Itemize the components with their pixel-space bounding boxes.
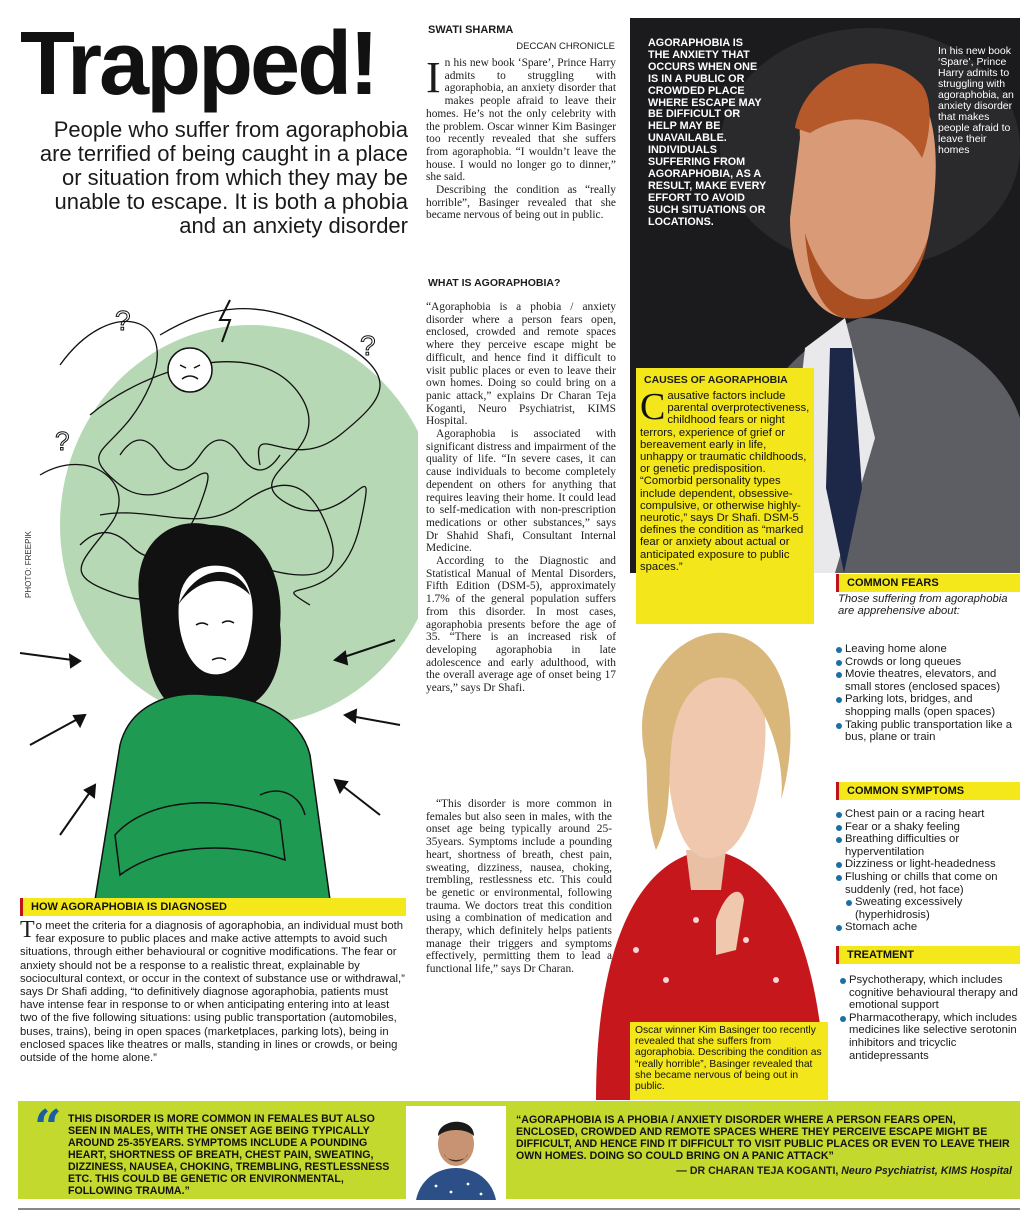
list-item: Leaving home alone [836,643,1020,656]
intro-paragraph-2: Describing the condition as “really horrible”, Basinger revealed that she became nervous of being out in public. [426,184,616,222]
kim-caption: Oscar winner Kim Basinger too recently revealed that she suffers from agoraphobia. Describing the condition as “really horrible”, Basinger revealed that she became nervous of being out in public. [630,1022,828,1100]
photo-credit: PHOTO: FREEPIK [24,531,33,598]
question-mark-icon: ? [115,305,131,336]
treatment-list [840,974,1020,1062]
diagnosed-heading: HOW AGORAPHOBIA IS DIAGNOSED [20,898,406,916]
banner-attribution: — DR CHARAN TEJA KOGANTI, Neuro Psychiatrist, KIMS Hospital [676,1165,1012,1177]
what-is-heading: WHAT IS AGORAPHOBIA? [428,277,561,289]
doctor-portrait [406,1106,506,1200]
dark-pull-quote: AGORAPHOBIA IS THE ANXIETY THAT OCCURS WHEN ONE IS IN A PUBLIC OR CROWDED PLACE WHERE ESCAPE MAY BE DIFFICULT OR HELP MAY BE UNAVAILABLE. INDIVIDUALS SUFFERING FROM AGORAPHOBIA, AS A RESULT, MAKE EVERY EFFORT TO AVOID SUCH SITUATIONS OR LOCATIONS. [648,37,766,228]
svg-text:?: ? [360,330,376,361]
angry-face-icon [168,348,212,392]
list-item: Crowds or long queues [836,656,1020,669]
quote-mark-icon: “ [34,1100,62,1156]
svg-text:?: ? [55,426,70,456]
anxious-woman-illustration [0,275,418,900]
list-item: Taking public transportation like a bus, plane or train [836,719,1020,744]
what-is-p1: “Agoraphobia is a phobia / anxiety disorder where a person fears open, enclosed, crowded and remote spaces where they perceive escape might be difficult, and hence find it difficult to visit public places or even to leave their own homes. Doing so could bring on a panic attack,” explains Dr Charan Teja Koganti, Neuro Psychiatrist, KIMS Hospital. [426,301,616,428]
symptoms-list [836,808,1020,934]
byline-author: SWATI SHARMA [428,24,514,36]
list-item: Dizziness or light-headedness [836,858,1020,871]
intro-paragraph: In his new book ‘Spare’, Prince Harry admits to struggling with agoraphobia, an anxiety disorder that makes people afraid to leave their homes. He’s not the only celebrity with the problem. Oscar winner Kim Basinger too recently revealed that she suffers from agoraphobia. “I wouldn’t leave the house. I would no longer go to dinner,” she said. Describing the condition as “really horrible”, Basinger revealed that she became nervous of being out in public. [426,53,616,222]
harry-caption: In his new book ‘Spare’, Prince Harry admits to struggling with agoraphobia, an anxiety disorder that makes people afraid to leave their homes [938,45,1014,156]
causes-dropcap: C [640,386,666,428]
list-item: Pharmacotherapy, which includes medicines like selective serotonin inhibitors and tricyclic antidepressants [840,1012,1020,1062]
diagnosed-dropcap: T [20,917,35,943]
bottom-rule [18,1208,1020,1210]
list-item: Movie theatres, elevators, and small stores (enclosed spaces) [836,668,1020,693]
list-item: Fear or a shaky feeling [836,821,1020,834]
fears-heading: COMMON FEARS [836,574,1020,592]
list-item: Flushing or chills that come on suddenly (red, hot face) [836,871,1020,896]
banner-left-quote: THIS DISORDER IS MORE COMMON IN FEMALES BUT ALSO SEEN IN MALES, WITH THE ONSET AGE BEING TYPICALLY AROUND 25-35YEARS. SYMPTOMS INCLUDE A POUNDING HEART, SHORTNESS OF BREATH, CHEST PAIN, SWEATING, DIZZINESS, NAUSEA, CHOKING, TREMBLING, RESTLESSNESS ETC. THIS COULD BE GENETIC OR ENVIRONMENTAL, FOLLOWING TRAUMA.” [68,1113,390,1197]
subhead: People who suffer from agoraphobia are terrified of being caught in a place or situation from which they may be unable to escape. It is both a phobia and an anxiety disorder [39,117,408,238]
list-item: Stomach ache [836,921,1020,934]
what-is-p2: Agoraphobia is associated with significant distress and impairment of the quality of life. “In severe cases, it can cause individuals to become completely dependent on others for anything that requires leaving their home. It could lead to self-medication with non-prescription medications or other substances,” says Dr Shahid Shafi, Consultant Internal Medicine. [426,428,616,555]
treatment-heading: TREATMENT [836,946,1020,964]
headline: Trapped! [20,14,377,114]
what-is-p4: “This disorder is more common in females but also seen in males, with the onset age being typically around 25-35years. Symptoms include a pounding heart, shortness of breath, chest pain, sweating, dizziness, nausea, choking, trembling, restlessness etc. This could be genetic or environmental, following trauma. We doctors treat this condition using a combination of medication and therapy, which definitely helps patients manage their triggers and symptoms effectively, permitting them to lead a functional life,” says Dr Charan. [426,798,612,976]
list-item: Parking lots, bridges, and shopping malls (open spaces) [836,693,1020,718]
causes-text: Causative factors include parental overprotectiveness, childhood fears or night terrors, experience of grief or bereavement early in life, unhappy or traumatic childhoods, or genetic predisposition. “Comorbid personality types include dependent, obsessive-compulsive, or otherwise highly-neurotic,” says Dr Shafi. DSM-5 defines the condition as “marked fear or anxiety about actual or anticipated exposure to public spaces.” [640,386,810,573]
symptoms-heading: COMMON SYMPTOMS [836,782,1020,800]
fears-list [836,643,1020,744]
list-item: Psychotherapy, which includes cognitive behavioural therapy and emotional support [840,974,1020,1012]
list-item: Breathing difficulties or hyperventilation [836,833,1020,858]
list-item: Sweating excessively (hyperhidrosis) [846,896,1020,921]
banner-right-quote: “AGORAPHOBIA IS A PHOBIA / ANXIETY DISORDER WHERE A PERSON FEARS OPEN, ENCLOSED, CROWDED AND REMOTE SPACES WHERE THEY PERCEIVE ESCAPE MIGHT BE DIFFICULT, AND HENCE FIND IT DIFFICULT TO VISIT PUBLIC PLACES OR EVEN TO LEAVE THEIR OWN HOMES. DOING SO COULD BRING ON A PANIC ATTACK” [516,1114,1010,1162]
what-is-p3: According to the Diagnostic and Statistical Manual of Mental Disorders, Fifth Edition (DSM-5), approximately 1.7% of the general population suffers from this disorder. In most cases, agoraphobia presents before the age of 35. “There is an increased risk of developing agoraphobia in late adolescence and early adulthood, with the overall average age of onset being 17 years,” says Dr Shafi. [426,555,616,695]
list-item: Chest pain or a racing heart [836,808,1020,821]
diagnosed-text: To meet the criteria for a diagnosis of agoraphobia, an individual must both fear exposure to public places and make active attempts to avoid such situations, through either behavioural or cognitive modifications. The fear or anxiety should not be a response to a realistic threat, explainable by sociocultural context, or occur in the context of substance use or withdrawal,” says Dr Shafi adding, “to definitively diagnose agoraphobia, patients must have intense fear in response to or when anticipating entering into at least two of the five following situations: using public transportation (automobiles, buses, trains), being in open spaces (marketplaces, parking lots), being in enclosed spaces like theatres or malls, standing in lines or crowds, or being outside of the home alone.” [20,917,405,1065]
fears-intro: Those suffering from agoraphobia are apprehensive about: [838,593,1008,617]
intro-dropcap: I [426,53,441,102]
causes-heading: CAUSES OF AGORAPHOBIA [644,374,788,386]
byline-paper: DECCAN CHRONICLE [516,41,615,52]
